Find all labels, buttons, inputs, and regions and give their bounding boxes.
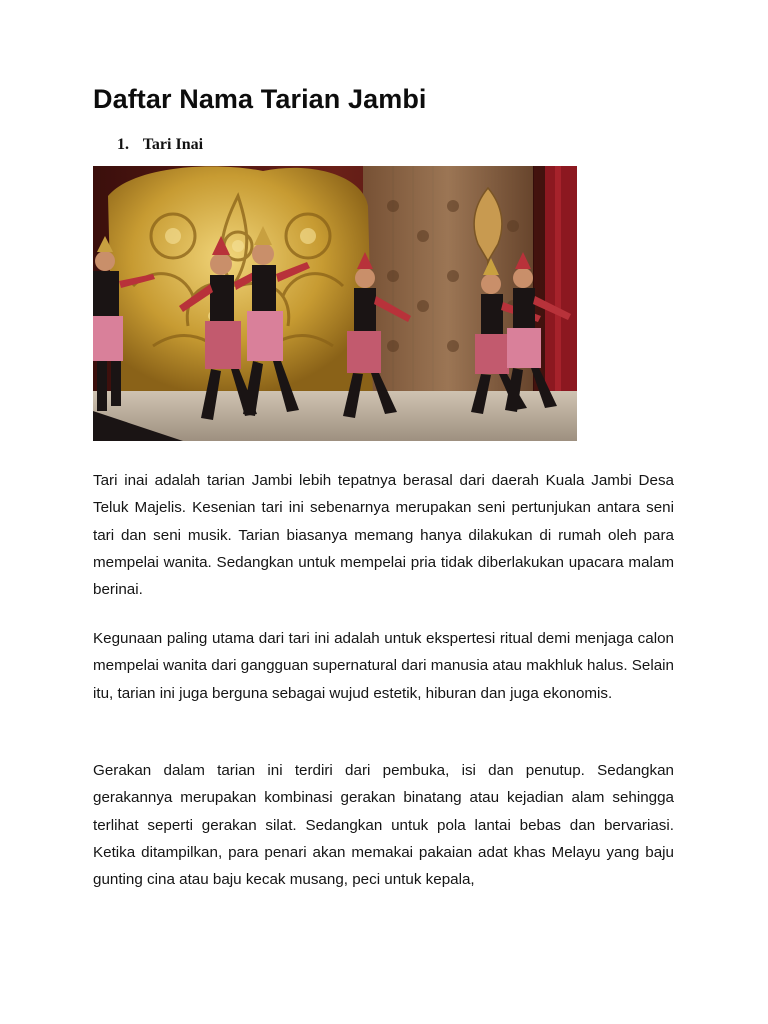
paragraph-2: Kegunaan paling utama dari tari ini adalah untuk ekspertesi ritual demi menjaga calon mempelai wanita dari gangguan supernatural dari manusia atau makhluk halus. Selain itu, tarian ini juga berguna sebagai wujud estetik, hiburan dan juga ekonomis. (93, 630, 674, 702)
page-title: Daftar Nama Tarian Jambi (93, 84, 427, 114)
section-label: Tari Inai (142, 136, 204, 153)
section-number: 1. (117, 136, 129, 153)
dance-photo (93, 166, 577, 441)
paragraph-1: Tari inai adalah tarian Jambi lebih tepatnya berasal dari daerah Kuala Jambi Desa Teluk Majelis. Kesenian tari ini sebenarnya merupakan seni pertunjukan antara seni tari dan seni musik. Tarian biasanya memang hanya dilakukan di rumah oleh para mempelai wanita. Sedangkan untuk mempelai pria tidak diberlakukan upacara malam berinai. (93, 472, 674, 599)
paragraph-3: Gerakan dalam tarian ini terdiri dari pembuka, isi dan penutup. Sedangkan gerakannya merupakan kombinasi gerakan binatang atau kejadian alam sehingga terlihat seperti gerakan silat. Sedangkan untuk pola lantai bebas dan bervariasi. Ketika ditampilkan, para penari akan memakai pakaian adat khas Melayu yang baju gunting cina atau baju kecak musang, peci untuk kepala, (93, 762, 674, 889)
section-heading (117, 136, 203, 154)
